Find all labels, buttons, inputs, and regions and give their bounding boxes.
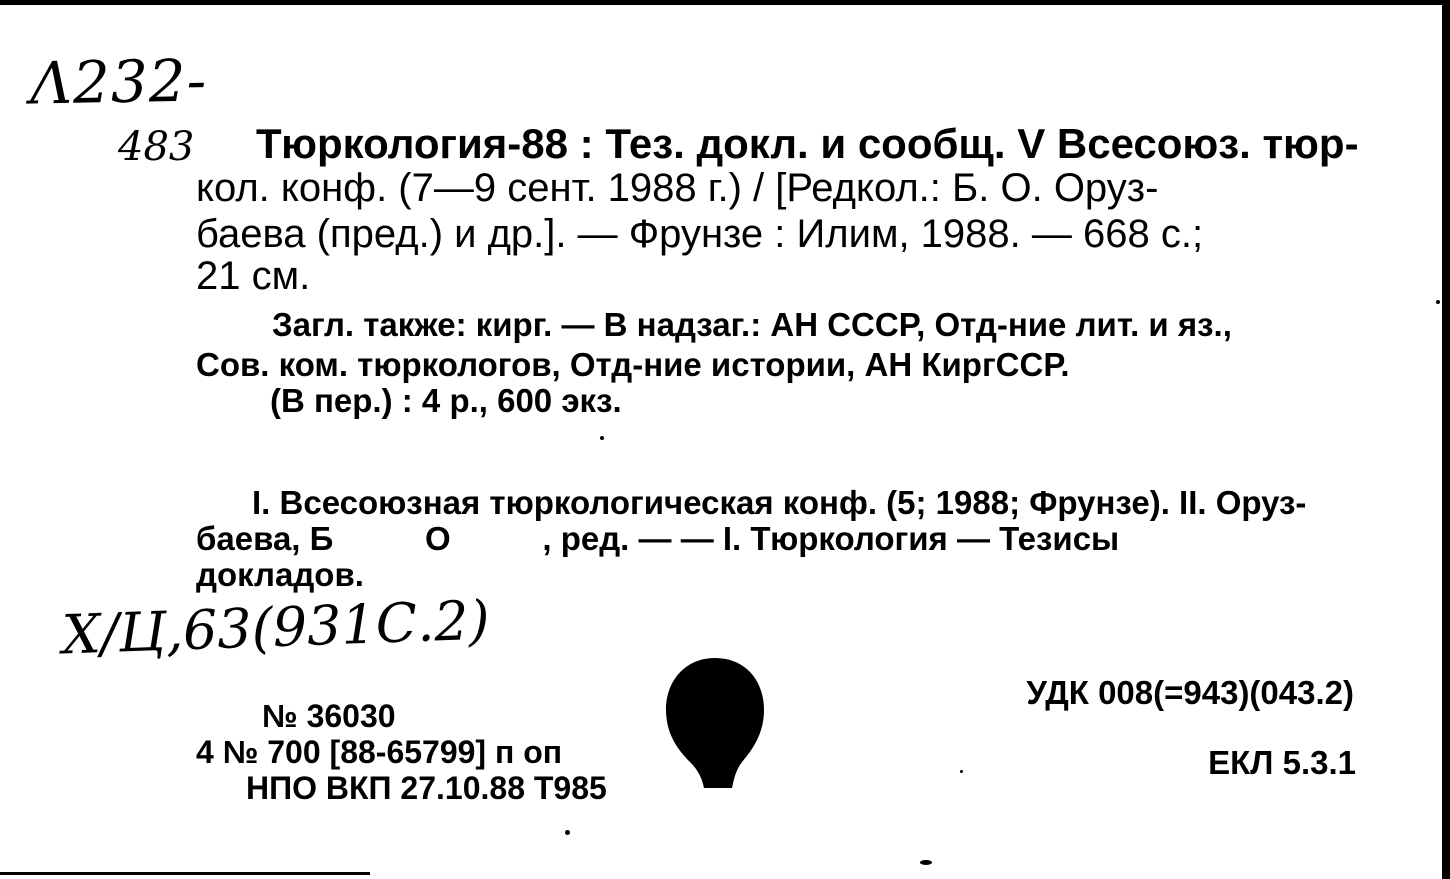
note-line: Сов. ком. тюркологов, Отд-ние истории, АН КиргССР.	[196, 346, 1070, 383]
entry-body-line: 21 см.	[196, 254, 311, 298]
handwritten-classification: Х/Ц,63(931С.2)	[61, 588, 491, 667]
scan-speck	[600, 436, 604, 440]
card-top-edge	[0, 0, 1450, 5]
entry-title: Тюркология-88 : Тез. докл. и сообщ. V Всесоюз. тюр-	[256, 120, 1359, 167]
entry-body-line: баева (пред.) и др.]. — Фрунзе : Илим, 1988. — 668 с.;	[196, 212, 1204, 256]
handwritten-shelf-number: 483	[118, 124, 195, 170]
udk-code: УДК 008(=943)(043.2)	[1026, 674, 1354, 711]
scan-speck	[565, 830, 570, 835]
scan-speck	[920, 860, 932, 865]
scan-speck	[1436, 300, 1440, 304]
price-line: (В пер.) : 4 р., 600 экз.	[270, 382, 622, 419]
card-bottom-edge	[0, 872, 370, 875]
tracing-line: I. Всесоюзная тюркологическая конф. (5; 1988; Фрунзе). II. Оруз-	[252, 484, 1307, 521]
card-number: № 36030	[262, 698, 396, 734]
handwritten-shelf-mark: Λ232-	[29, 46, 208, 118]
note-line: Загл. также: кирг. — В надзаг.: АН СССР, Отд-ние лит. и яз.,	[272, 306, 1232, 343]
card-right-edge	[1442, 0, 1450, 879]
printer-info: НПО ВКП 27.10.88 Т985	[246, 770, 607, 806]
order-number: 4 № 700 [88-65799] п оп	[196, 734, 563, 770]
entry-body-line: кол. конф. (7—9 сент. 1988 г.) / [Редкол.: Б. О. Оруз-	[196, 166, 1159, 210]
tracing-line: докладов.	[196, 556, 364, 593]
tracing-line: баева, Б О , ред. — — I. Тюркология — Тезисы	[196, 520, 1120, 557]
ekl-code: ЕКЛ 5.3.1	[1208, 744, 1356, 781]
ink-blot-icon	[660, 654, 770, 794]
scan-speck	[960, 770, 963, 773]
